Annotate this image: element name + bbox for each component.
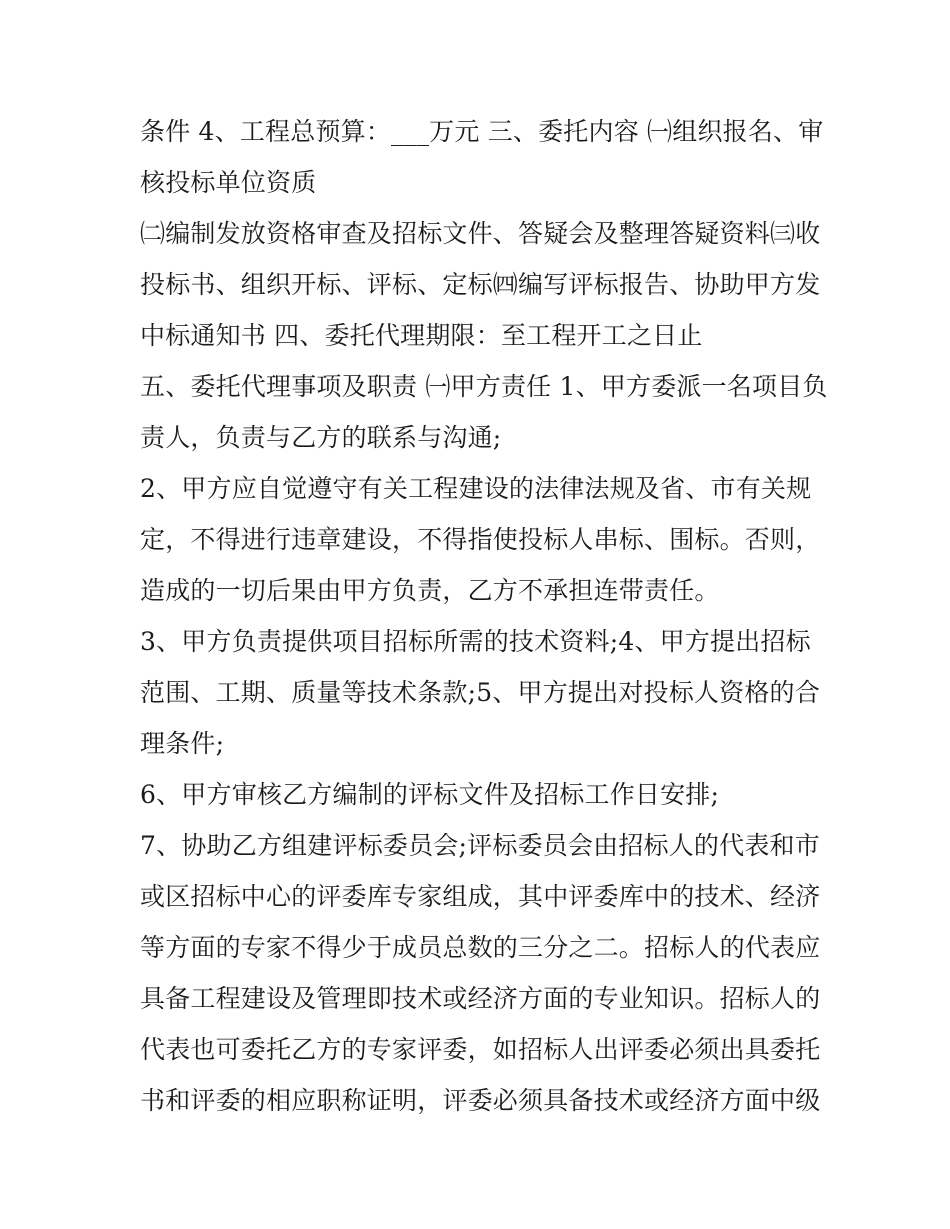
text-line: 理条件; (140, 729, 225, 758)
text-line: 五、委托代理事项及职责 ㈠甲方责任 1、甲方委派一名项目负 (140, 372, 828, 401)
text-line: 6、甲方审核乙方编制的评标文件及招标工作日安排; (140, 780, 720, 809)
text-line: 代表也可委托乙方的专家评委，如招标人出评委必须出具委托 (140, 1035, 821, 1064)
text-line: 范围、工期、质量等技术条款;5、甲方提出对投标人资格的合 (140, 678, 820, 707)
text-line: 造成的一切后果由甲方负责，乙方不承担连带责任。 (140, 576, 720, 605)
text-line: 书和评委的相应职称证明，评委必须具备技术或经济方面中级 (140, 1086, 821, 1115)
text-line: 条件 4、工程总预算：___万元 三、委托内容 ㈠组织报名、审 (140, 117, 824, 146)
text-line: 核投标单位资质 (140, 168, 317, 197)
text-line: 中标通知书 四、委托代理期限：至工程开工之日止 (140, 321, 703, 350)
text-line: 投标书、组织开标、评标、定标㈣编写评标报告、协助甲方发 (140, 270, 821, 299)
text-line: 3、甲方负责提供项目招标所需的技术资料;4、甲方提出招标 (140, 627, 811, 656)
text-line: 具备工程建设及管理即技术或经济方面的专业知识。招标人的 (140, 984, 821, 1013)
text-line: 2、甲方应自觉遵守有关工程建设的法律法规及省、市有关规 (140, 474, 812, 503)
text-line: 责人，负责与乙方的联系与沟通; (140, 423, 502, 452)
text-line: 定，不得进行违章建设，不得指使投标人串标、围标。否则， (140, 525, 821, 554)
text-line: ㈡编制发放资格审查及招标文件、答疑会及整理答疑资料㈢收 (140, 219, 821, 248)
text-line: 或区招标中心的评委库专家组成，其中评委库中的技术、经济 (140, 882, 821, 911)
document-body (140, 106, 828, 1126)
text-line: 7、协助乙方组建评标委员会;评标委员会由招标人的代表和市 (140, 831, 820, 860)
text-line: 等方面的专家不得少于成员总数的三分之二。招标人的代表应 (140, 933, 821, 962)
